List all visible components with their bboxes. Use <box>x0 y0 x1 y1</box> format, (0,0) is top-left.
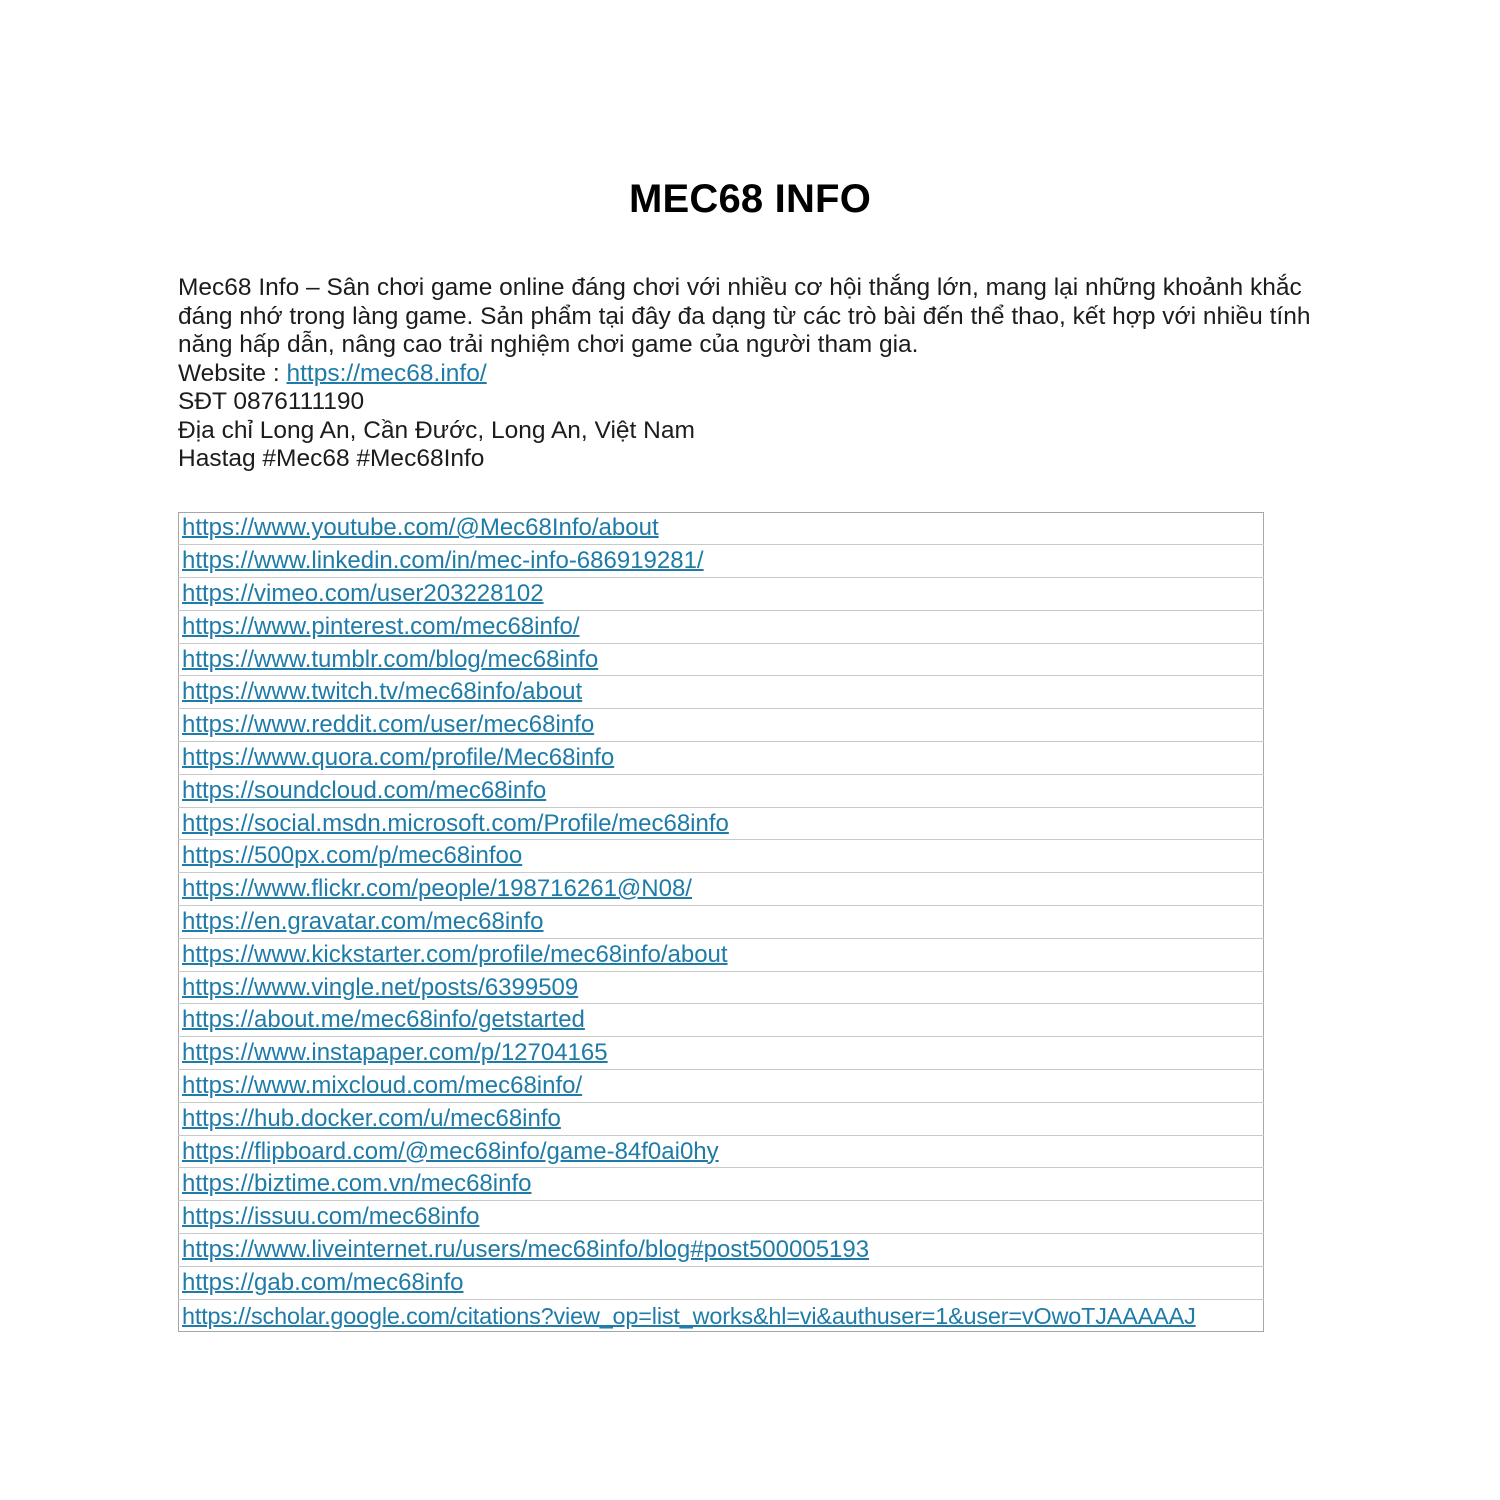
intro-paragraph: Mec68 Info – Sân chơi game online đáng chơi với nhiều cơ hội thắng lớn, mang lại những khoảnh khắc đáng nhớ trong làng game. Sản phẩm tại đây đa dạng từ các trò bài đến thể thao, kết hợp với nhiều tính năng hấp dẫn, nâng cao trải nghiệm chơi game của người tham gia. <box>178 274 1311 358</box>
social-profile-link[interactable]: https://500px.com/p/mec68infoo <box>182 842 523 870</box>
table-cell-link <box>179 742 1264 775</box>
social-profile-link[interactable]: https://www.tumblr.com/blog/mec68info <box>182 645 599 673</box>
social-profile-link[interactable]: https://www.reddit.com/user/mec68info <box>182 711 595 739</box>
website-label: Website : <box>178 359 287 387</box>
social-profile-link[interactable]: https://www.twitch.tv/mec68info/about <box>182 678 583 706</box>
table-row <box>179 938 1264 971</box>
social-profile-link[interactable]: https://www.vingle.net/posts/6399509 <box>182 973 579 1001</box>
social-profile-link[interactable]: https://scholar.google.com/citations?view_op=list_works&hl=vi&authuser=1&user=vOwoTJAAAAAJ <box>182 1302 1196 1329</box>
social-profile-link[interactable]: https://hub.docker.com/u/mec68info <box>182 1104 561 1132</box>
intro-section <box>178 222 1322 474</box>
table-cell-link <box>179 1037 1264 1070</box>
website-line <box>178 360 1322 389</box>
table-cell-link <box>179 578 1264 611</box>
social-profile-link[interactable]: https://soundcloud.com/mec68info <box>182 776 547 804</box>
table-cell-link <box>179 643 1264 676</box>
table-cell-link <box>179 774 1264 807</box>
table-row <box>179 1201 1264 1234</box>
table-row <box>179 1037 1264 1070</box>
table-cell-link <box>179 676 1264 709</box>
social-profile-link[interactable]: https://gab.com/mec68info <box>182 1268 464 1296</box>
table-row <box>179 873 1264 906</box>
table-cell-link <box>179 1299 1264 1332</box>
table-cell-link <box>179 1135 1264 1168</box>
social-profile-link[interactable]: https://www.flickr.com/people/198716261@N08/ <box>182 875 692 903</box>
table-cell-link <box>179 1234 1264 1267</box>
social-profile-link[interactable]: https://www.linkedin.com/in/mec-info-686919281/ <box>182 547 704 575</box>
table-cell-link <box>179 1004 1264 1037</box>
table-row <box>179 676 1264 709</box>
social-profile-link[interactable]: https://issuu.com/mec68info <box>182 1203 480 1231</box>
social-profile-link[interactable]: https://www.kickstarter.com/profile/mec68info/about <box>182 940 728 968</box>
table-row <box>179 1299 1264 1332</box>
table-cell-link <box>179 971 1264 1004</box>
social-profile-link[interactable]: https://www.instapaper.com/p/12704165 <box>182 1039 608 1067</box>
table-row <box>179 1266 1264 1299</box>
social-profile-link[interactable]: https://vimeo.com/user203228102 <box>182 579 544 607</box>
table-cell-link <box>179 1102 1264 1135</box>
table-row <box>179 807 1264 840</box>
address-line: Địa chỉ Long An, Cần Đước, Long An, Việt Nam <box>178 416 695 444</box>
table-row <box>179 709 1264 742</box>
table-row <box>179 643 1264 676</box>
table-cell-link <box>179 709 1264 742</box>
table-cell-link <box>179 1070 1264 1103</box>
social-profile-link[interactable]: https://www.quora.com/profile/Mec68info <box>182 743 615 771</box>
social-profile-link[interactable]: https://www.pinterest.com/mec68info/ <box>182 612 580 640</box>
social-links-table <box>178 512 1264 1333</box>
table-row <box>179 906 1264 939</box>
social-profile-link[interactable]: https://www.mixcloud.com/mec68info/ <box>182 1071 583 1099</box>
table-row <box>179 610 1264 643</box>
links-table-container <box>178 474 1322 1333</box>
table-row <box>179 971 1264 1004</box>
social-profile-link[interactable]: https://about.me/mec68info/getstarted <box>182 1006 585 1034</box>
table-row <box>179 1102 1264 1135</box>
table-row <box>179 545 1264 578</box>
table-row <box>179 774 1264 807</box>
table-cell-link <box>179 906 1264 939</box>
social-profile-link[interactable]: https://social.msdn.microsoft.com/Profile/mec68info <box>182 809 729 837</box>
website-link[interactable]: https://mec68.info/ <box>286 359 487 387</box>
phone-line: SĐT 0876111190 <box>178 388 365 415</box>
table-cell-link <box>179 1266 1264 1299</box>
table-cell-link <box>179 873 1264 906</box>
table-cell-link <box>179 840 1264 873</box>
table-row <box>179 578 1264 611</box>
table-cell-link <box>179 545 1264 578</box>
table-row <box>179 742 1264 775</box>
table-row <box>179 512 1264 545</box>
social-profile-link[interactable]: https://biztime.com.vn/mec68info <box>182 1170 532 1198</box>
table-row <box>179 840 1264 873</box>
table-cell-link <box>179 1201 1264 1234</box>
table-cell-link <box>179 938 1264 971</box>
social-profile-link[interactable]: https://www.youtube.com/@Mec68Info/about <box>182 514 659 542</box>
table-row <box>179 1004 1264 1037</box>
table-row <box>179 1168 1264 1201</box>
hashtag-line: Hastag #Mec68 #Mec68Info <box>178 445 485 472</box>
table-cell-link <box>179 512 1264 545</box>
table-row <box>179 1135 1264 1168</box>
social-profile-link[interactable]: https://en.gravatar.com/mec68info <box>182 907 544 935</box>
social-profile-link[interactable]: https://www.liveinternet.ru/users/mec68info/blog#post500005193 <box>182 1235 870 1263</box>
page-title: MEC68 INFO <box>628 177 872 221</box>
table-cell-link <box>179 807 1264 840</box>
social-profile-link[interactable]: https://flipboard.com/@mec68info/game-84f0ai0hy <box>182 1137 719 1165</box>
table-row <box>179 1234 1264 1267</box>
table-cell-link <box>179 1168 1264 1201</box>
table-row <box>179 1070 1264 1103</box>
table-cell-link <box>179 610 1264 643</box>
links-table-body <box>179 512 1264 1332</box>
